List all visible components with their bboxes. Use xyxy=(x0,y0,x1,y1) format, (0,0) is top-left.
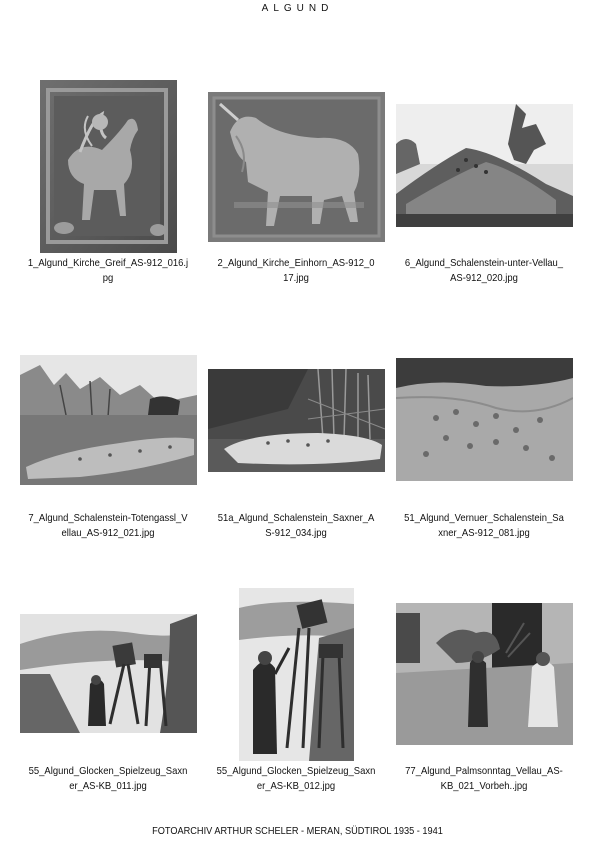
photo-caption: 7_Algund_Schalenstein-Totengassl_Vellau_AS-912_021.jpg xyxy=(28,512,188,539)
photo-cup-stone-hillside[interactable] xyxy=(396,104,573,227)
photo-palm-sunday[interactable] xyxy=(396,603,573,745)
footer-credit: FOTOARCHIV ARTHUR SCHELER - MERAN, SÜDTIROL 1935 - 1941 xyxy=(152,826,443,837)
photo-bell-toy-valley[interactable] xyxy=(20,614,197,733)
photo-caption: 55_Algund_Glocken_Spielzeug_Saxner_AS-KB_012.jpg xyxy=(216,765,376,792)
photo-cup-stone-fence[interactable] xyxy=(208,369,385,472)
page-title: ALGUND xyxy=(261,3,334,14)
photo-caption: 51a_Algund_Schalenstein_Saxner_AS-912_034.jpg xyxy=(217,512,375,539)
photo-unicorn-relief[interactable] xyxy=(208,92,385,242)
photo-caption: 2_Algund_Kirche_Einhorn_AS-912_017.jpg xyxy=(217,257,375,284)
photo-cup-rock-closeup[interactable] xyxy=(396,358,573,481)
photo-bell-toy-operator[interactable] xyxy=(239,588,354,761)
photo-caption: 55_Algund_Glocken_Spielzeug_Saxner_AS-KB_011.jpg xyxy=(28,765,188,792)
photo-caption: 77_Algund_Palmsonntag_Vellau_AS-KB_021_Vorbeh..jpg xyxy=(405,765,563,792)
photo-caption: 1_Algund_Kirche_Greif_AS-912_016.jpg xyxy=(27,257,189,284)
photo-caption: 6_Algund_Schalenstein-unter-Vellau_AS-912_020.jpg xyxy=(404,257,564,284)
photo-cup-stone-meadow[interactable] xyxy=(20,355,197,485)
photo-griffin-relief[interactable] xyxy=(40,80,177,253)
photo-caption: 51_Algund_Vernuer_Schalenstein_Saxner_AS-912_081.jpg xyxy=(404,512,564,539)
